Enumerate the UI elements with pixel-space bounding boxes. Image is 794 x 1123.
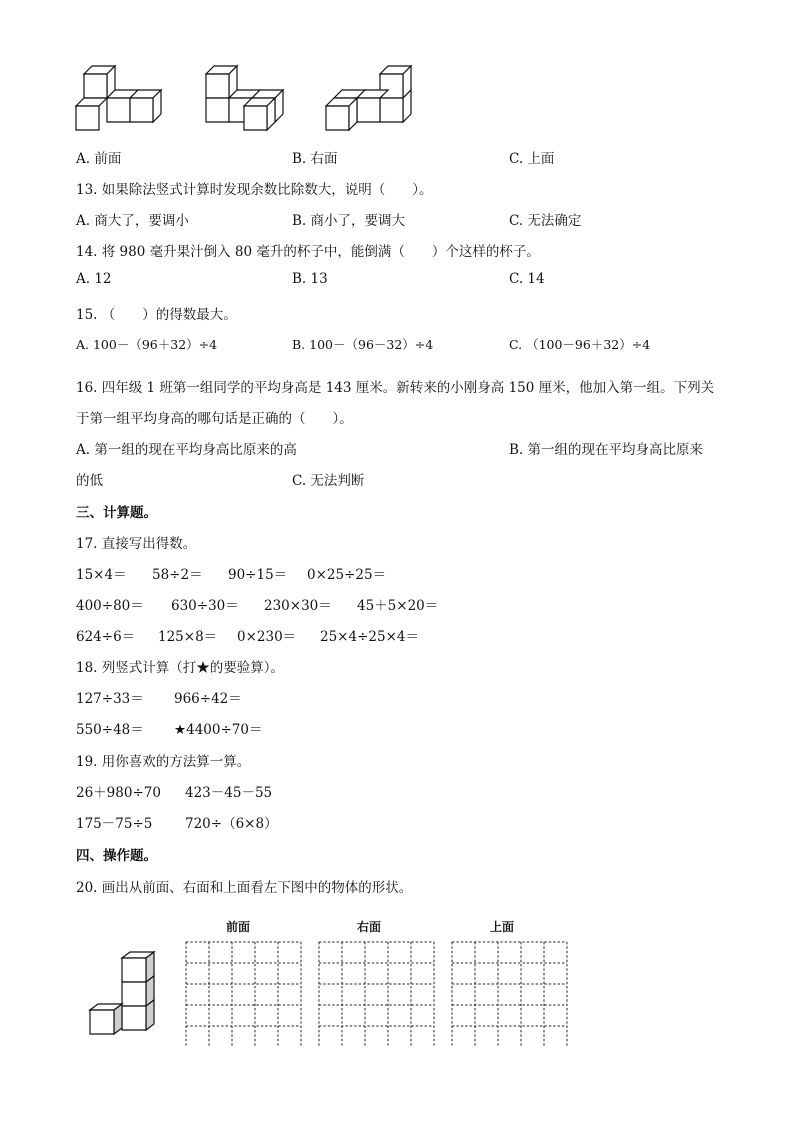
q17-cell: 58÷2＝ (152, 567, 203, 583)
section4-title: 四、操作题。 (76, 848, 157, 864)
q12-option-b: B. 右面 (292, 151, 338, 167)
q14-option-c: C. 14 (509, 271, 545, 287)
q19-cell: 720÷（6×8） (185, 816, 278, 832)
q16-option-c: C. 无法判断 (292, 473, 365, 489)
q18-cell: ★4400÷70＝ (174, 722, 263, 738)
q19-cell: 423－45－55 (185, 785, 273, 801)
q17-cell: 400÷80＝ (76, 598, 144, 614)
q14-option-a: A. 12 (76, 271, 112, 287)
grid-title-top: 上面 (490, 920, 515, 934)
q17-cell: 125×8＝ (158, 629, 218, 645)
cube-figure-c (322, 64, 416, 134)
q16-option-a: A. 第一组的现在平均身高比原来的高 (76, 442, 297, 458)
grid-title-right: 右面 (357, 920, 382, 934)
q16-stem-line2: 于第一组平均身高的哪句话是正确的（ ）。 (76, 411, 353, 427)
q17-cell: 15×4＝ (76, 567, 127, 583)
q19-stem: 19. 用你喜欢的方法算一算。 (76, 754, 251, 770)
grid-top[interactable] (451, 941, 568, 1048)
q14-option-b: B. 13 (292, 271, 328, 287)
q13-option-a: A. 商大了，要调小 (76, 213, 189, 229)
q19-cell: 175－75÷5 (76, 816, 153, 832)
q15-option-b: B. 100－（96－32）÷4 (292, 337, 434, 352)
q18-stem: 18. 列竖式计算（打★的要验算）。 (76, 660, 285, 676)
cube-figure-a (74, 64, 168, 134)
q12-option-c: C. 上面 (509, 151, 555, 167)
q13-option-c: C. 无法确定 (509, 213, 582, 229)
q19-cell: 26＋980÷70 (76, 785, 161, 801)
q15-option-c: C. （100－96＋32）÷4 (509, 337, 651, 352)
section3-title: 三、计算题。 (76, 505, 157, 521)
q18-cell: 550÷48＝ (76, 722, 144, 738)
grid-right[interactable] (318, 941, 435, 1048)
q16-option-b-end: 的低 (76, 473, 103, 489)
q12-option-a: A. 前面 (76, 151, 122, 167)
q14-stem: 14. 将 980 毫升果汁倒入 80 毫升的杯子中，能倒满（ ）个这样的杯子。 (76, 244, 540, 260)
q18-cell: 127÷33＝ (76, 691, 144, 707)
q18-cell: 966÷42＝ (174, 691, 242, 707)
q16-option-b-start: B. 第一组的现在平均身高比原来 (509, 442, 704, 458)
grid-front[interactable] (185, 941, 302, 1048)
cube-figure-b (202, 64, 296, 134)
stacked-cubes-figure (86, 950, 158, 1038)
q17-cell: 45＋5×20＝ (357, 598, 439, 614)
q16-stem-line1: 16. 四年级 1 班第一组同学的平均身高是 143 厘米。新转来的小刚身高 150 厘米，他加入第一组。下列关 (76, 380, 715, 396)
q17-cell: 0×25÷25＝ (307, 567, 387, 583)
q13-option-b: B. 商小了，要调大 (292, 213, 406, 229)
q17-stem: 17. 直接写出得数。 (76, 536, 197, 552)
q17-cell: 90÷15＝ (228, 567, 288, 583)
q15-stem: 15. （ ）的得数最大。 (76, 307, 237, 323)
q17-cell: 25×4÷25×4＝ (320, 629, 419, 645)
q17-cell: 624÷6＝ (76, 629, 136, 645)
q17-cell: 230×30＝ (264, 598, 332, 614)
grid-title-front: 前面 (226, 920, 251, 934)
q13-stem: 13. 如果除法竖式计算时发现余数比除数大，说明（ ）。 (76, 182, 433, 198)
q17-cell: 630÷30＝ (171, 598, 239, 614)
q15-option-a: A. 100－（96＋32）÷4 (76, 337, 218, 352)
q20-stem: 20. 画出从前面、右面和上面看左下图中的物体的形状。 (76, 880, 413, 896)
q17-cell: 0×230＝ (237, 629, 297, 645)
